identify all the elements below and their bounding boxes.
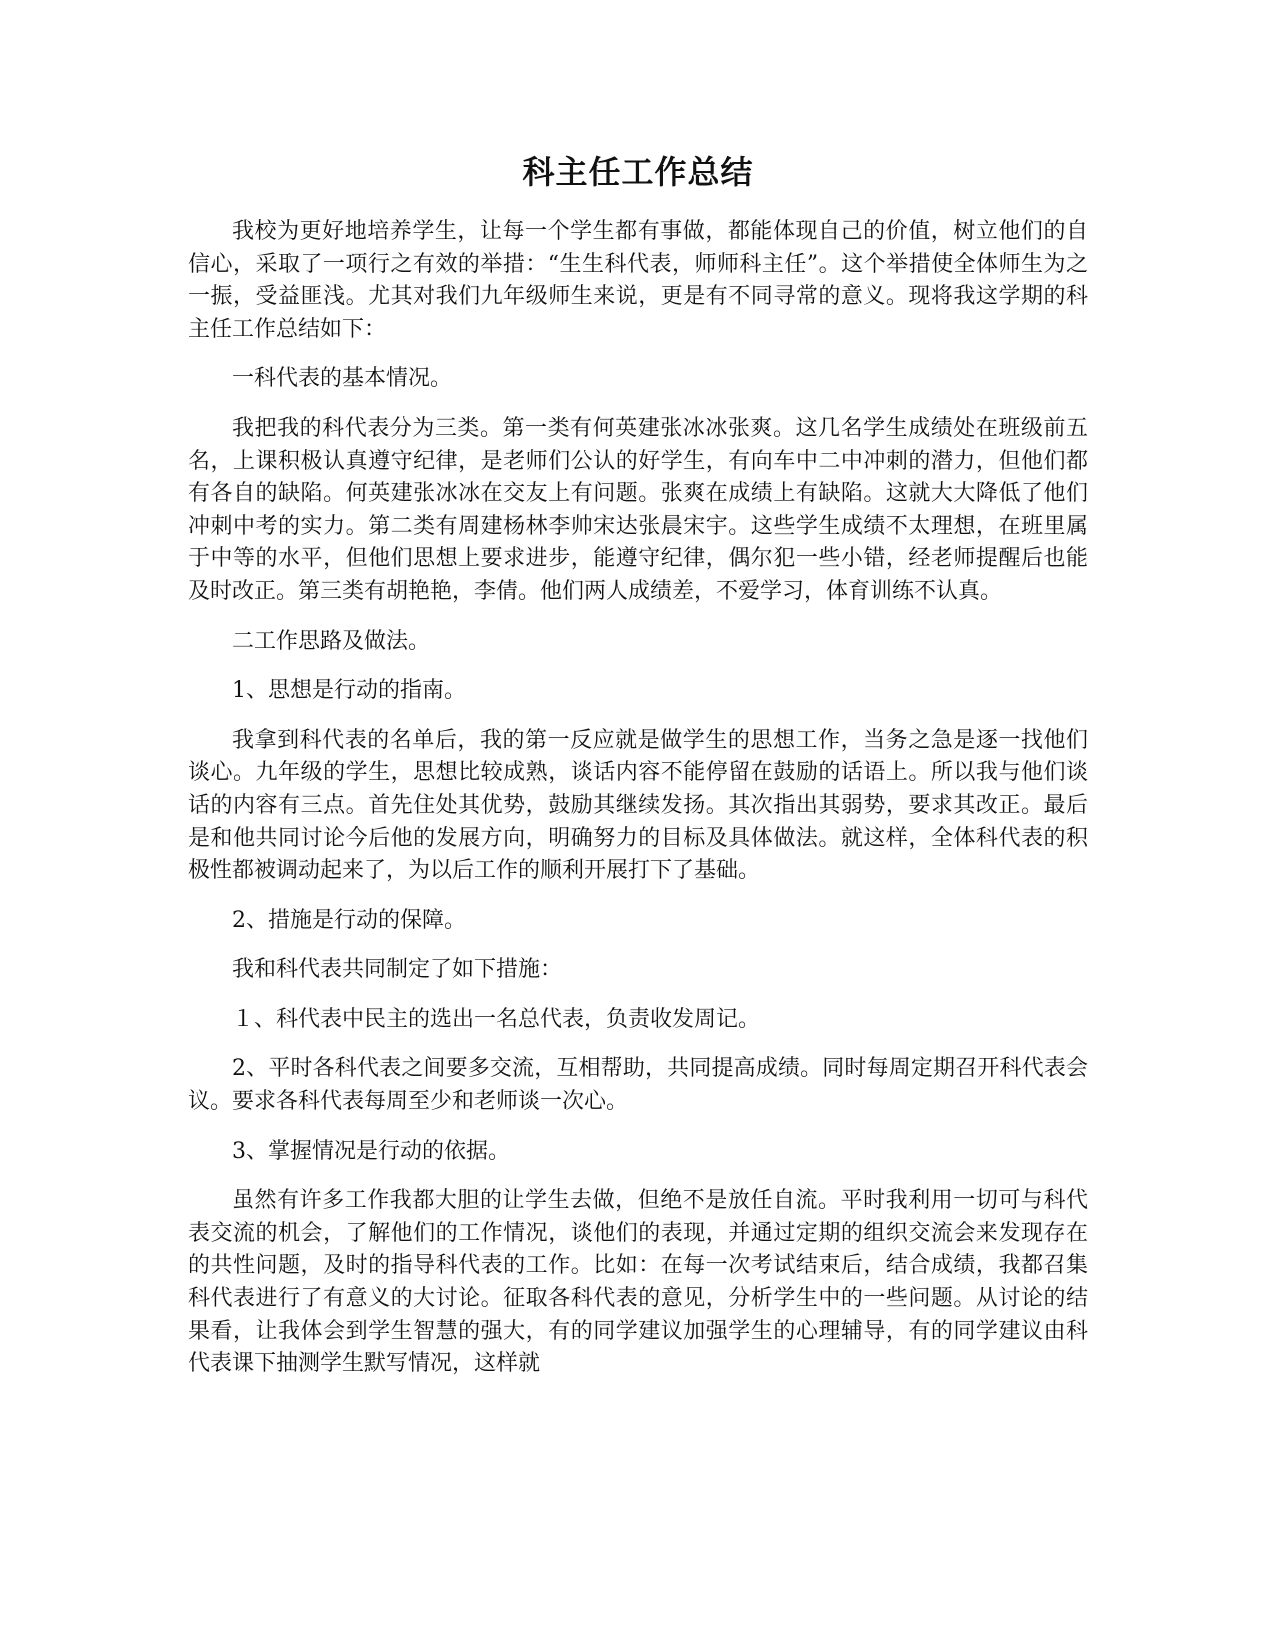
subheading-measures: 2、措施是行动的保障。	[232, 907, 466, 933]
heading-section-2: 二工作思路及做法。	[232, 628, 431, 654]
list-item-measure-2: 2、平时各科代表之间要多交流，互相帮助，共同提高成绩。同时每周定期召开科代表会议。要求各科代表每周至少和老师谈一次心。	[188, 1056, 1088, 1115]
document-page	[188, 0, 1088, 1398]
paragraph-rep-categories: 我把我的科代表分为三类。第一类有何英建张冰冰张爽。这几名学生成绩处在班级前五名，上课积极认真遵守纪律，是老师们公认的好学生，有向车中二中冲刺的潜力，但他们都有各自的缺陷。何英建张冰冰在交友上有问题。张爽在成绩上有缺陷。这就大大降低了他们冲刺中考的实力。第二类有周建杨林李帅宋达张晨宋宇。这些学生成绩不太理想，在班里属于中等的水平，但他们思想上要求进步，能遵守纪律，偶尔犯一些小错，经老师提醒后也能及时改正。第三类有胡艳艳，李倩。他们两人成绩差，不爱学习，体育训练不认真。	[188, 415, 1088, 604]
subheading-thought: 1、思想是行动的指南。	[232, 678, 466, 704]
paragraph-intro: 我校为更好地培养学生，让每一个学生都有事做，都能体现自己的价值，树立他们的自信心，采取了一项行之有效的举措：“生生科代表，师师科主任”。这个举措使全体师生为之一振，受益匪浅。尤其对我们九年级师生来说，更是有不同寻常的意义。现将我这学期的科主任工作总结如下：	[188, 219, 1088, 342]
list-item-measure-1: １、科代表中民主的选出一名总代表，负责收发周记。	[232, 1006, 761, 1032]
paragraph-thought-work: 我拿到科代表的名单后，我的第一反应就是做学生的思想工作，当务之急是逐一找他们谈心。九年级的学生，思想比较成熟，谈话内容不能停留在鼓励的话语上。所以我与他们谈话的内容有三点。首先住处其优势，鼓励其继续发扬。其次指出其弱势，要求其改正。最后是和他共同讨论今后他的发展方向，明确努力的目标及具体做法。就这样，全体科代表的积极性都被调动起来了，为以后工作的顺利开展打下了基础。	[188, 727, 1088, 884]
paragraph-situation: 虽然有许多工作我都大胆的让学生去做，但绝不是放任自流。平时我利用一切可与科代表交流的机会，了解他们的工作情况，谈他们的表现，并通过定期的组织交流会来发现存在的共性问题，及时的指导科代表的工作。比如：在每一次考试结束后，结合成绩，我都召集科代表进行了有意义的大讨论。征取各科代表的意见，分析学生中的一些问题。从讨论的结果看，让我体会到学生智慧的强大，有的同学建议加强学生的心理辅导，有的同学建议由科代表课下抽测学生默写情况，这样就	[188, 1188, 1088, 1377]
heading-section-1: 一科代表的基本情况。	[232, 366, 453, 392]
document-body	[188, 216, 1088, 1381]
document-title: 科主任工作总结	[522, 153, 754, 191]
subheading-situation: 3、掌握情况是行动的依据。	[232, 1138, 510, 1164]
paragraph-measures-intro: 我和科代表共同制定了如下措施：	[232, 957, 563, 983]
